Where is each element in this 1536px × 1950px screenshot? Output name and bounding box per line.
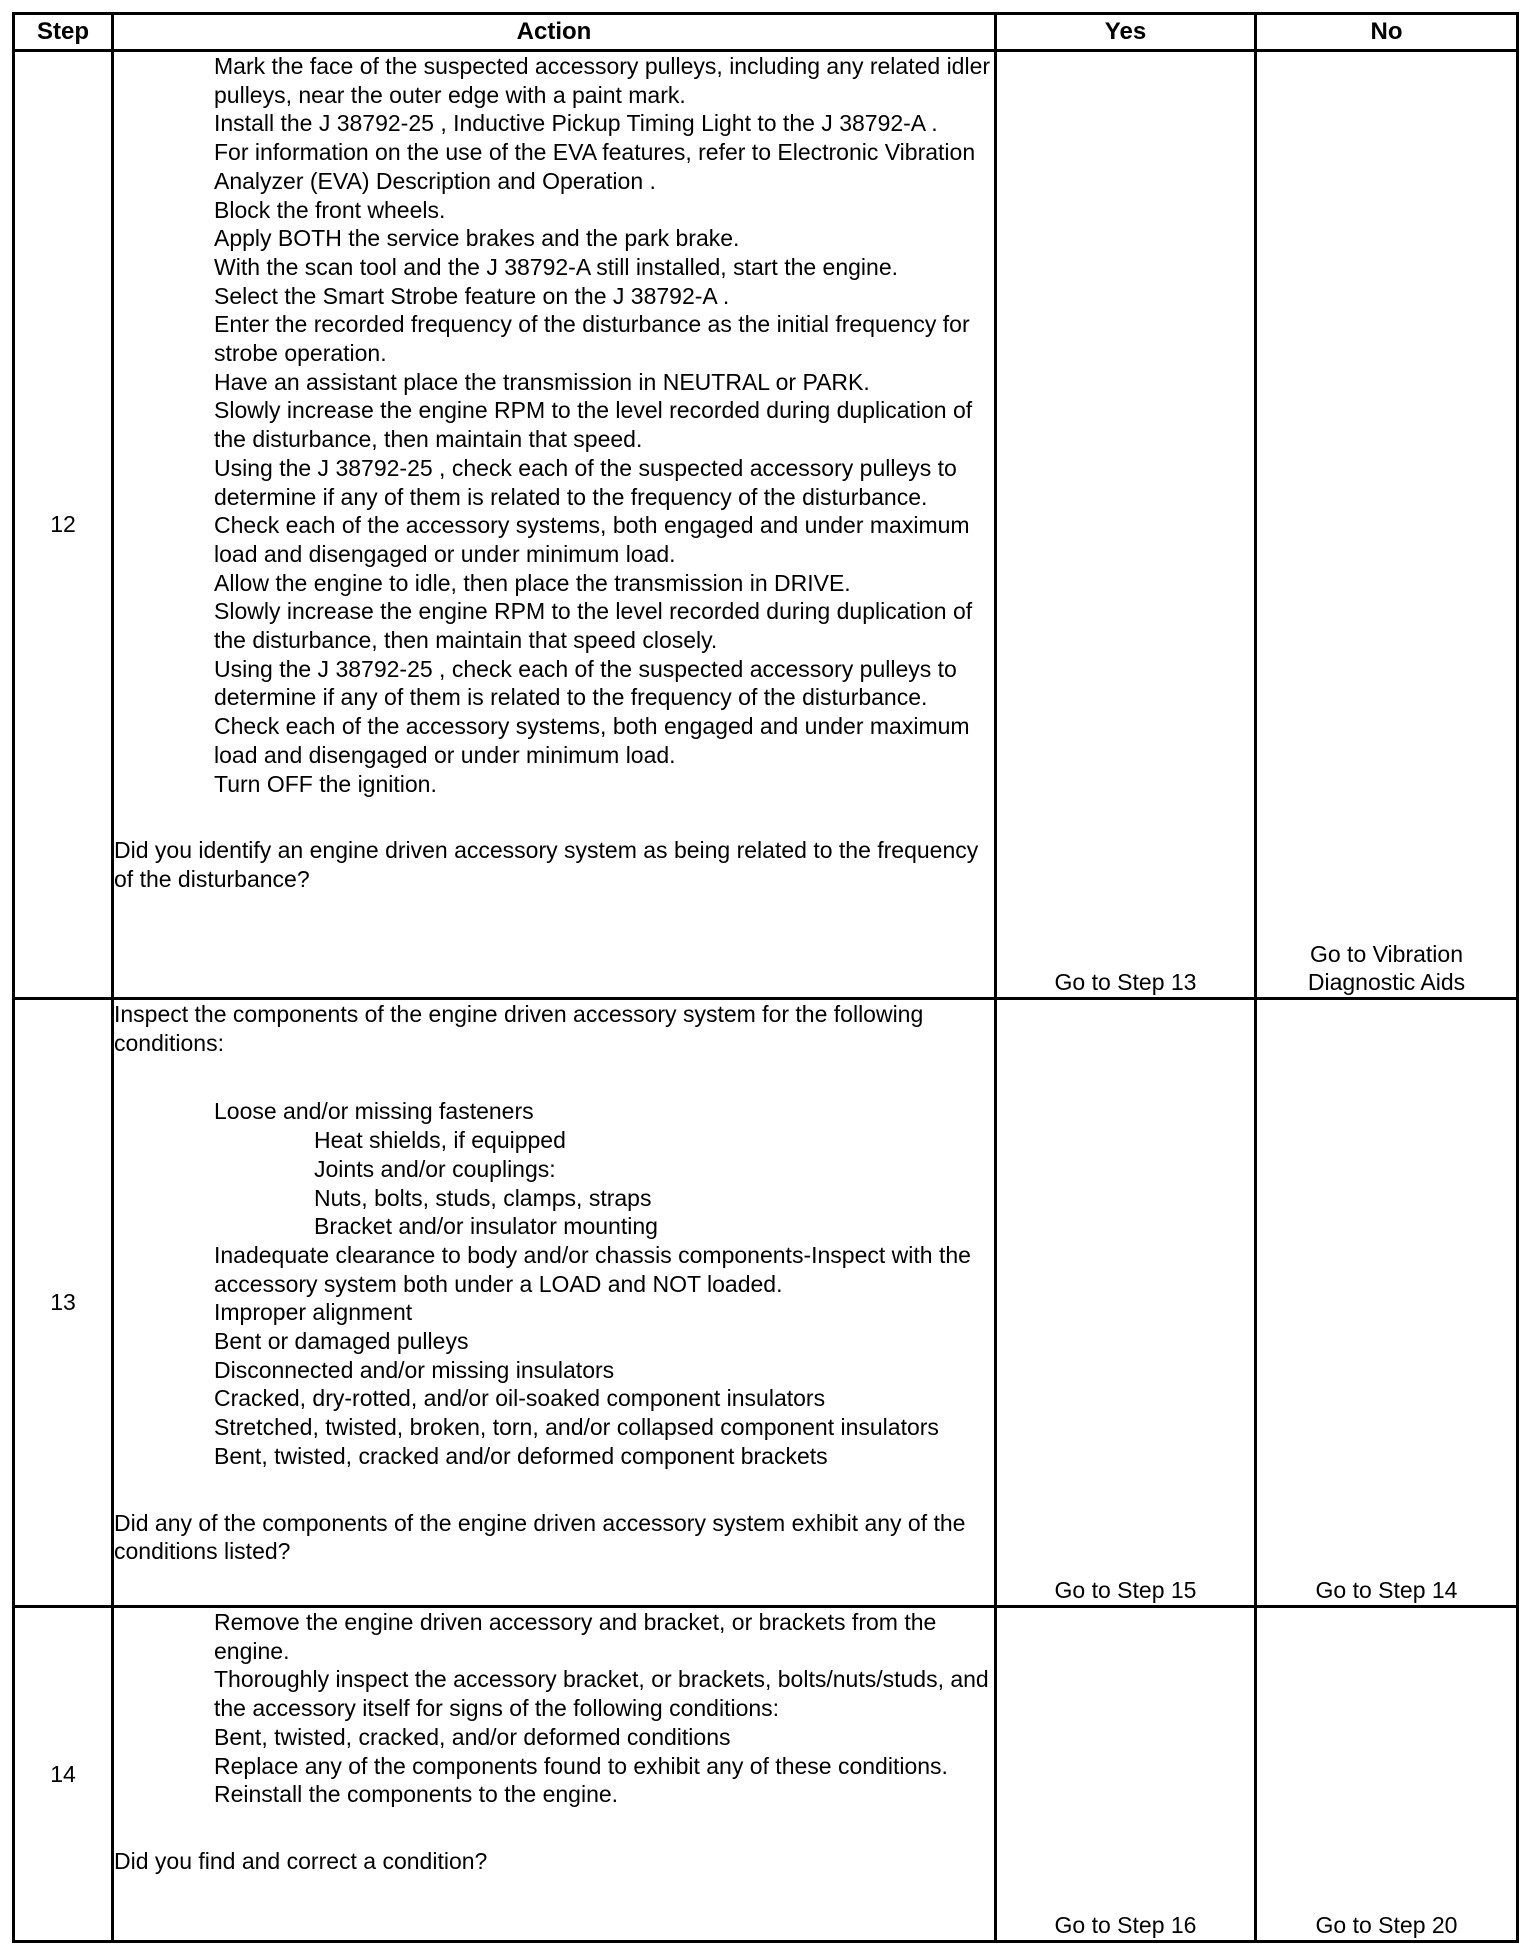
- step-13-yes: Go to Step 15: [996, 999, 1256, 1607]
- step-14-no: Go to Step 20: [1256, 1607, 1518, 1942]
- step-13-no: Go to Step 14: [1256, 999, 1518, 1607]
- step-14-instructions: [114, 1608, 994, 1809]
- diagnostic-table: [12, 12, 1519, 1943]
- step-12-question: Did you identify an engine driven accessory system as being related to the frequency of the disturbance?: [114, 837, 979, 892]
- step-12-instructions: [114, 52, 994, 798]
- step-14-action: [113, 1607, 996, 1942]
- step-13-item: Inadequate clearance to body and/or chassis components-Inspect with the accessory system both under a LOAD and NOT loaded.: [214, 1241, 971, 1297]
- step-14-question: Did you find and correct a condition?: [114, 1847, 488, 1874]
- step-12-no: [1256, 51, 1518, 999]
- step-14-line: Remove the engine driven accessory and bracket, or brackets from the engine.: [214, 1609, 937, 1664]
- step-13-row: [14, 999, 1518, 1607]
- step-13-subitems: [114, 1126, 994, 1241]
- step-12-line: Mark the face of the suspected accessory pulleys, including any related idler pulleys, near the outer edge with a paint mark.: [214, 53, 991, 108]
- step-14-row: [14, 1607, 1518, 1942]
- step-12-line: Using the J 38792-25 , check each of the suspected accessory pulleys to determine if any of them is related to the frequency of the disturbance.: [214, 454, 957, 510]
- step-14-line: Thoroughly inspect the accessory bracket, or brackets, bolts/nuts/studs, and the accessory itself for signs of the following conditions:: [214, 1666, 989, 1722]
- header-step: Step: [14, 14, 113, 51]
- step-13-conditions: [114, 1097, 994, 1126]
- step-12-row: [14, 51, 1518, 999]
- step-12-line: Using the J 38792-25 , check each of the suspected accessory pulleys to determine if any of them is related to the frequency of the disturbance.: [214, 655, 957, 711]
- step-12-line: Turn OFF the ignition.: [214, 770, 437, 797]
- step-13-number: 13: [14, 999, 113, 1607]
- step-13-item: Loose and/or missing fasteners: [214, 1098, 534, 1125]
- step-13-item: Bent, twisted, cracked and/or deformed component brackets: [214, 1442, 828, 1469]
- step-12-line: Slowly increase the engine RPM to the level recorded during duplication of the disturbance, then maintain that speed closely.: [214, 598, 973, 654]
- step-12-yes: Go to Step 13: [996, 51, 1256, 999]
- step-12-line: Install the J 38792-25 , Inductive Pickup Timing Light to the J 38792-A .: [214, 110, 938, 137]
- step-12-line: Check each of the accessory systems, both engaged and under maximum load and disengaged or under minimum load.: [214, 713, 970, 768]
- step-12-number: 12: [14, 51, 113, 999]
- step-12-line: Slowly increase the engine RPM to the level recorded during duplication of the disturbance, then maintain that speed.: [214, 397, 973, 453]
- step-13-intro: Inspect the components of the engine driven accessory system for the following conditions:: [114, 1001, 924, 1056]
- step-12-line: Select the Smart Strobe feature on the J 38792-A .: [214, 282, 730, 309]
- step-14-line: Replace any of the components found to exhibit any of these conditions.: [214, 1752, 948, 1779]
- step-13-subitem: Joints and/or couplings:: [314, 1155, 556, 1182]
- header-action: Action: [113, 14, 996, 51]
- step-12-line: Have an assistant place the transmission in NEUTRAL or PARK.: [214, 368, 870, 395]
- step-13-more-conditions: [114, 1241, 994, 1471]
- step-12-no-line1: Go to Vibration: [1309, 940, 1463, 967]
- step-13-subitem: Heat shields, if equipped: [314, 1127, 566, 1154]
- step-13-action: [113, 999, 996, 1607]
- step-13-item: Bent or damaged pulleys: [214, 1328, 469, 1355]
- step-13-item: Disconnected and/or missing insulators: [214, 1356, 615, 1383]
- step-12-no-line2: Diagnostic Aids: [1307, 969, 1466, 996]
- step-12-line: Enter the recorded frequency of the disturbance as the initial frequency for strobe operation.: [214, 311, 970, 367]
- step-13-item: Cracked, dry-rotted, and/or oil-soaked component insulators: [214, 1385, 826, 1412]
- step-14-line: Reinstall the components to the engine.: [214, 1781, 619, 1808]
- step-12-line: Allow the engine to idle, then place the transmission in DRIVE.: [214, 569, 851, 596]
- step-13-item: Stretched, twisted, broken, torn, and/or collapsed component insulators: [214, 1414, 939, 1441]
- step-14-line: Bent, twisted, cracked, and/or deformed conditions: [214, 1723, 731, 1750]
- step-13-question: Did any of the components of the engine driven accessory system exhibit any of the conditions listed?: [114, 1509, 966, 1565]
- step-14-number: 14: [14, 1607, 113, 1942]
- step-14-yes: Go to Step 16: [996, 1607, 1256, 1942]
- step-12-line: Check each of the accessory systems, both engaged and under maximum load and disengaged or under minimum load.: [214, 512, 970, 567]
- header-no: No: [1256, 14, 1518, 51]
- step-13-subitem: Bracket and/or insulator mounting: [314, 1213, 658, 1240]
- step-12-action: [113, 51, 996, 999]
- step-12-line: For information on the use of the EVA features, refer to Electronic Vibration Analyzer (EVA) Description and Operation .: [214, 139, 976, 194]
- step-12-line: With the scan tool and the J 38792-A still installed, start the engine.: [214, 253, 899, 280]
- header-row: [14, 14, 1518, 51]
- step-13-item: Improper alignment: [214, 1299, 413, 1326]
- step-12-line: Block the front wheels.: [214, 196, 446, 223]
- step-13-subitem: Nuts, bolts, studs, clamps, straps: [314, 1184, 652, 1211]
- step-12-line: Apply BOTH the service brakes and the park brake.: [214, 225, 740, 252]
- header-yes: Yes: [996, 14, 1256, 51]
